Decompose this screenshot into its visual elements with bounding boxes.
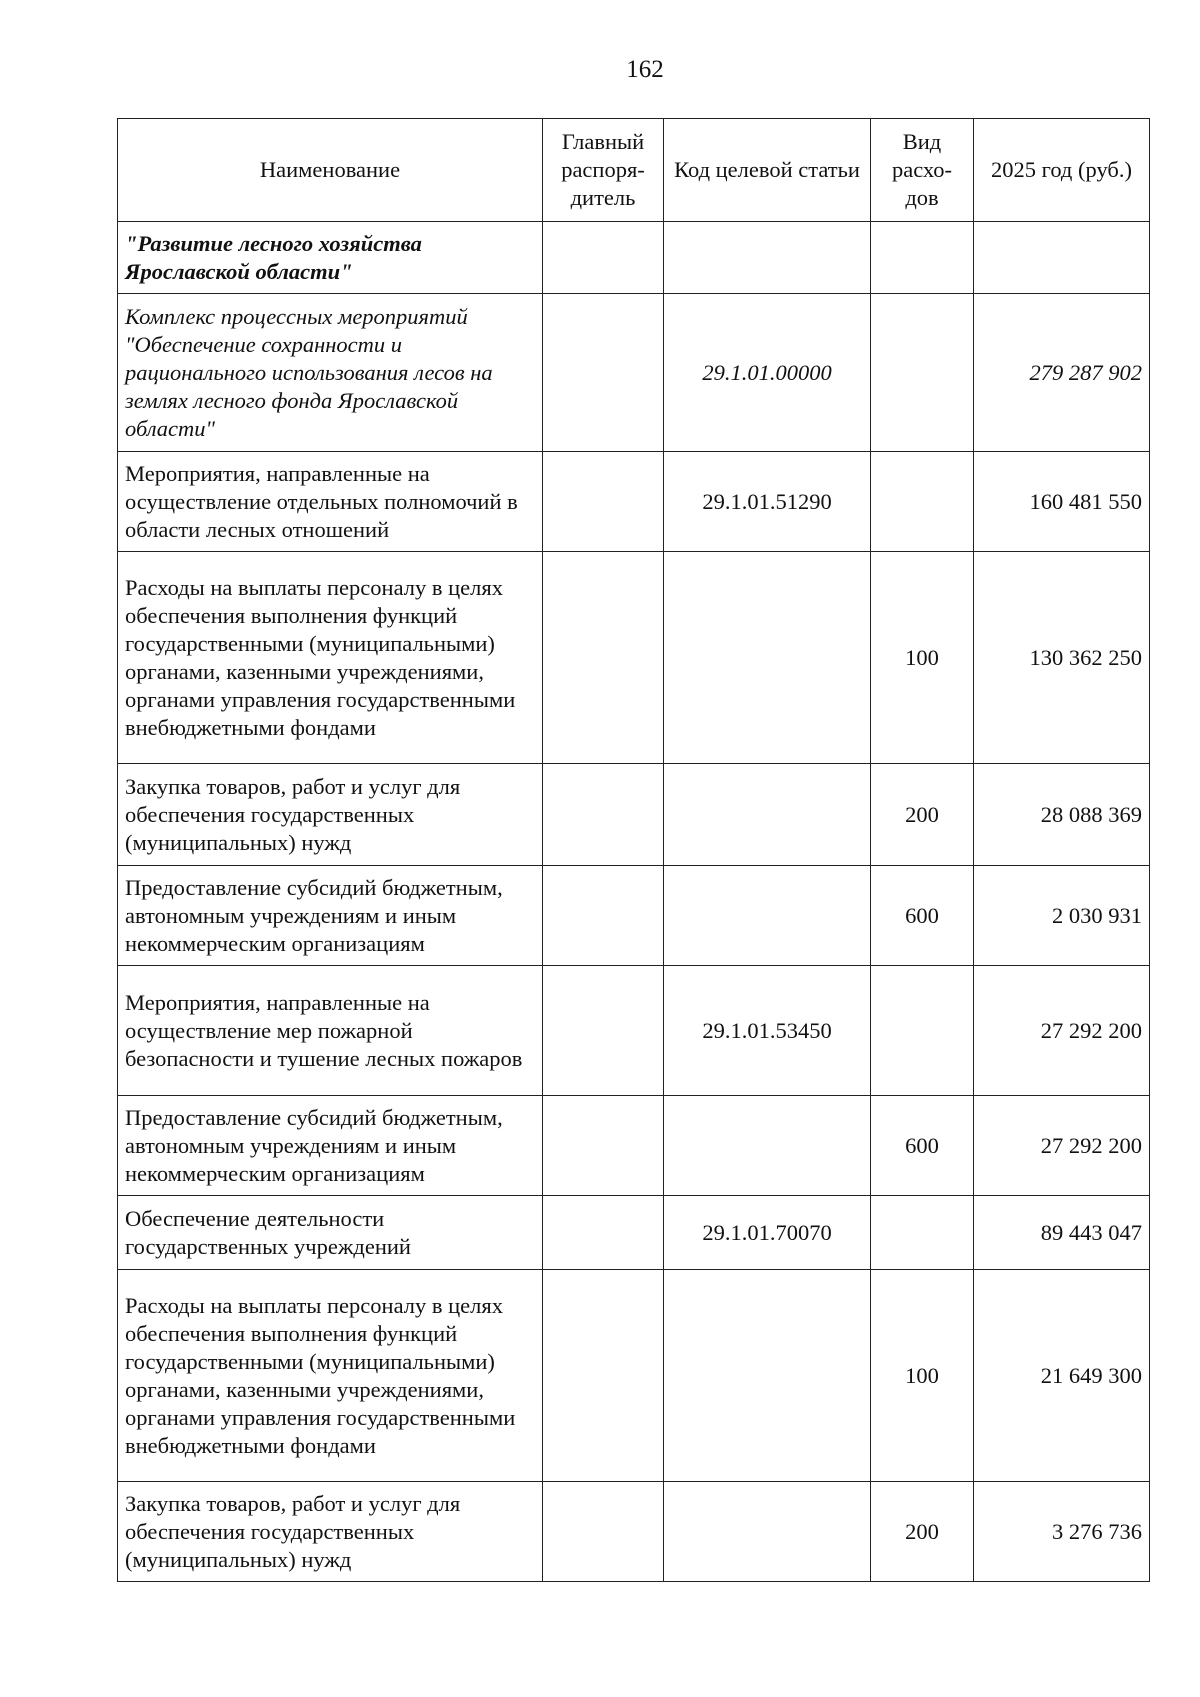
table-row — [118, 222, 1150, 294]
page-number: 162 — [626, 56, 664, 83]
cell-code — [664, 866, 871, 966]
cell-name: Расходы на выплаты персоналу в целях обеспечения выполнения функций государственными (муниципальными) органами, казенными учреждениями, органами управления государственными внебюджетными фондами — [118, 1270, 543, 1482]
cell-grbs — [543, 294, 664, 452]
budget-table — [117, 118, 1150, 1582]
cell-grbs — [543, 1196, 664, 1270]
cell-name: Мероприятия, направленные на осуществление отдельных полномочий в области лесных отношений — [118, 452, 543, 552]
cell-amount: 279 287 902 — [974, 294, 1150, 452]
table-row — [118, 1096, 1150, 1196]
cell-code — [664, 1096, 871, 1196]
cell-grbs — [543, 1096, 664, 1196]
cell-name: Предоставление субсидий бюджетным, автономным учреждениям и иным некоммерческим организациям — [118, 866, 543, 966]
cell-name: Закупка товаров, работ и услуг для обеспечения государственных (муниципальных) нужд — [118, 764, 543, 866]
cell-vid — [871, 966, 974, 1096]
cell-grbs — [543, 1482, 664, 1582]
cell-code — [664, 552, 871, 764]
cell-name: "Развитие лесного хозяйства Ярославской области" — [118, 222, 543, 294]
cell-amount: 27 292 200 — [974, 1096, 1150, 1196]
cell-code: 29.1.01.70070 — [664, 1196, 871, 1270]
table-row — [118, 764, 1150, 866]
cell-name: Расходы на выплаты персоналу в целях обеспечения выполнения функций государственными (муниципальными) органами, казенными учреждениями, органами управления государственными внебюджетными фондами — [118, 552, 543, 764]
cell-vid: 200 — [871, 764, 974, 866]
cell-vid: 600 — [871, 1096, 974, 1196]
cell-code: 29.1.01.51290 — [664, 452, 871, 552]
table-row — [118, 1196, 1150, 1270]
table-header-row — [118, 119, 1150, 222]
header-name: Наименование — [118, 119, 543, 222]
cell-vid: 600 — [871, 866, 974, 966]
cell-grbs — [543, 764, 664, 866]
cell-code — [664, 764, 871, 866]
cell-code — [664, 1482, 871, 1582]
table-row — [118, 452, 1150, 552]
table-row — [118, 1270, 1150, 1482]
cell-vid — [871, 222, 974, 294]
cell-grbs — [543, 1270, 664, 1482]
cell-code — [664, 222, 871, 294]
cell-name: Комплекс процессных мероприятий "Обеспечение сохранности и рационального использования лесов на землях лесного фонда Ярославской области" — [118, 294, 543, 452]
cell-code: 29.1.01.00000 — [664, 294, 871, 452]
cell-amount: 160 481 550 — [974, 452, 1150, 552]
cell-vid — [871, 294, 974, 452]
cell-vid: 200 — [871, 1482, 974, 1582]
header-vid: Вид расхо-дов — [871, 119, 974, 222]
cell-vid — [871, 452, 974, 552]
cell-amount: 89 443 047 — [974, 1196, 1150, 1270]
table-row — [118, 866, 1150, 966]
cell-amount: 130 362 250 — [974, 552, 1150, 764]
cell-grbs — [543, 552, 664, 764]
header-code: Код целевой статьи — [664, 119, 871, 222]
cell-name: Предоставление субсидий бюджетным, автономным учреждениям и иным некоммерческим организациям — [118, 1096, 543, 1196]
cell-amount: 28 088 369 — [974, 764, 1150, 866]
cell-amount: 27 292 200 — [974, 966, 1150, 1096]
table-row — [118, 552, 1150, 764]
cell-grbs — [543, 966, 664, 1096]
cell-grbs — [543, 452, 664, 552]
cell-amount: 3 276 736 — [974, 1482, 1150, 1582]
cell-name: Обеспечение деятельности государственных учреждений — [118, 1196, 543, 1270]
cell-grbs — [543, 866, 664, 966]
table-row — [118, 1482, 1150, 1582]
cell-amount: 2 030 931 — [974, 866, 1150, 966]
cell-vid: 100 — [871, 552, 974, 764]
header-grbs: Главный распоря-дитель — [543, 119, 664, 222]
cell-vid: 100 — [871, 1270, 974, 1482]
cell-code — [664, 1270, 871, 1482]
header-amount: 2025 год (руб.) — [974, 119, 1150, 222]
cell-grbs — [543, 222, 664, 294]
cell-vid — [871, 1196, 974, 1270]
cell-name: Закупка товаров, работ и услуг для обеспечения государственных (муниципальных) нужд — [118, 1482, 543, 1582]
table-row — [118, 966, 1150, 1096]
cell-name: Мероприятия, направленные на осуществление мер пожарной безопасности и тушение лесных пожаров — [118, 966, 543, 1096]
cell-code: 29.1.01.53450 — [664, 966, 871, 1096]
cell-amount — [974, 222, 1150, 294]
table-row — [118, 294, 1150, 452]
cell-amount: 21 649 300 — [974, 1270, 1150, 1482]
